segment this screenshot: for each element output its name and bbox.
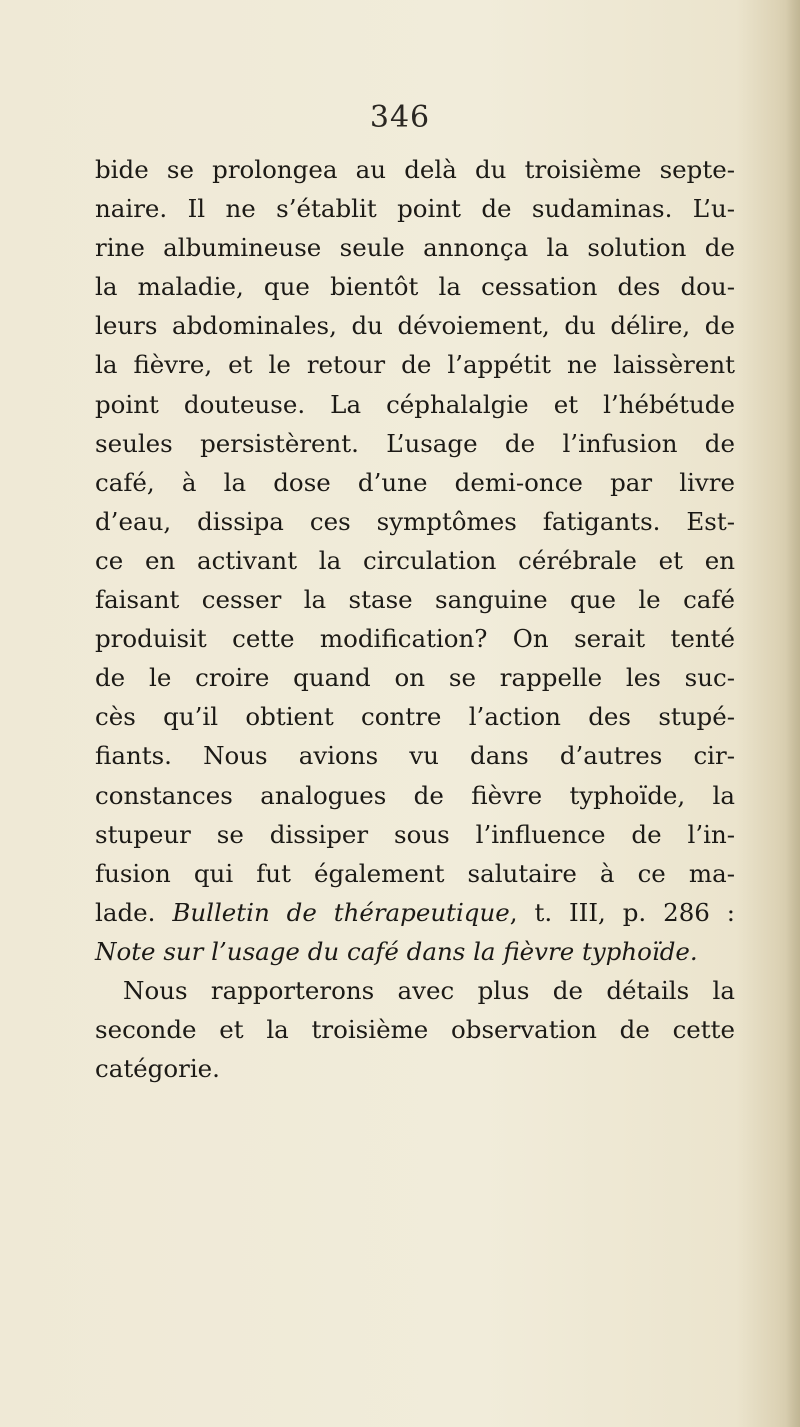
journal-title: Bulletin de thérapeutique bbox=[172, 897, 510, 927]
text-line: fiants. Nous avions vu dans d’autres cir- bbox=[95, 741, 735, 771]
text-line: faisant cesser la stase sanguine que le café bbox=[95, 585, 735, 615]
text-line: de le croire quand on se rappelle les suc- bbox=[95, 663, 735, 693]
body-text bbox=[95, 150, 735, 1088]
text-line: leurs abdominales, du dévoiement, du délire, de bbox=[95, 311, 735, 341]
text-line: seules persistèrent. L’usage de l’infusion de bbox=[95, 428, 735, 458]
text-line: cès qu’il obtient contre l’action des stupé- bbox=[95, 702, 735, 732]
citation-prefix: lade. bbox=[95, 897, 173, 927]
text-line: café, à la dose d’une demi-once par livre bbox=[95, 467, 735, 497]
text-line: naire. Il ne s’établit point de sudaminas. L’u- bbox=[95, 194, 735, 224]
text-line: constances analogues de fièvre typhoïde, la bbox=[95, 780, 735, 810]
text-line: la fièvre, et le retour de l’appétit ne laissèrent bbox=[95, 350, 735, 380]
page-number: 346 bbox=[369, 100, 431, 135]
text-line: bide se prolongea au delà du troisième septe- bbox=[95, 155, 735, 184]
citation-reference: , t. III, p. 286 : bbox=[509, 897, 736, 927]
note-title: Note sur l’usage du café dans la fièvre typhoïde. bbox=[95, 936, 698, 966]
text-line: point douteuse. La céphalalgie et l’hébétude bbox=[95, 389, 735, 419]
text-line: stupeur se dissiper sous l’influence de l’in- bbox=[95, 819, 735, 849]
text-line: catégorie. bbox=[95, 1054, 220, 1084]
text-line: fusion qui fut également salutaire à ce ma- bbox=[95, 858, 735, 888]
text-line: produisit cette modification? On serait tenté bbox=[95, 624, 735, 654]
page-edge-shadow bbox=[786, 0, 800, 1427]
text-line: rine albumineuse seule annonça la solution de bbox=[95, 233, 735, 263]
text-line: seconde et la troisième observation de cette bbox=[95, 1015, 735, 1045]
text-line bbox=[95, 971, 735, 1010]
text-line: d’eau, dissipa ces symptômes fatigants. Est- bbox=[95, 506, 735, 536]
text-line-content: Nous rapporterons avec plus de détails la bbox=[123, 975, 735, 1005]
text-line: ce en activant la circulation cérébrale et en bbox=[95, 545, 735, 575]
text-line: la maladie, que bientôt la cessation des dou- bbox=[95, 272, 735, 302]
citation-line bbox=[95, 893, 735, 932]
